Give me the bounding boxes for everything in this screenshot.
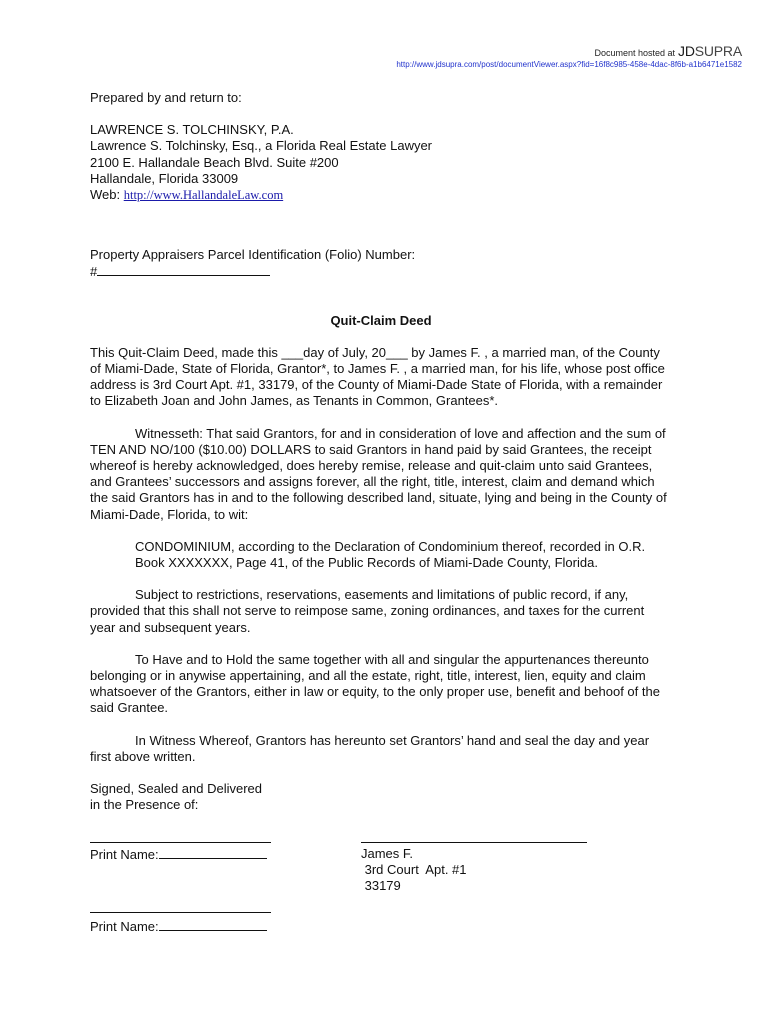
- witnesseth-paragraph: Witnesseth: That said Grantors, for and in consideration of love and affection and the sum of TEN AND NO/100 ($10.00) DOLLARS to said Grantors in hand paid by said Grantees, the receipt whereof is hereby acknowledged, does hereby remise, release and quit-claim unto said Grantees, and Grantees’ successors and assigns forever, all the right, title, interest, claim and demand which the said Grantors has in and to the following described land, situate, lying and being in the County of Miami-Dade, Florida, to wit:: [90, 425, 667, 522]
- attorney-name: Lawrence S. Tolchinsky, Esq., a Florida Real Estate Lawyer: [90, 138, 433, 154]
- legal-description: CONDOMINIUM, according to the Declaration of Condominium thereof, recorded in O.R. Book XXXXXXX, Page 41, of the Public Records of Miami-Dade County, Florida.: [135, 538, 646, 571]
- print-name-blank-2: [159, 918, 267, 931]
- signed-sealed-line: Signed, Sealed and Delivered: [90, 781, 263, 797]
- firm-name: LAWRENCE S. TOLCHINSKY, P.A.: [90, 122, 294, 138]
- print-name-row-2: [90, 918, 672, 934]
- grantor-name: James F.: [361, 845, 414, 861]
- document-url-link[interactable]: http://www.jdsupra.com/post/documentViewer.aspx?fid=16f8c985-458e-4dac-8f6b-a1b6471e1582: [396, 60, 742, 69]
- web-line: [90, 187, 672, 203]
- document-title: Quit-Claim Deed: [330, 312, 432, 328]
- print-name-label-1: Print Name:: [90, 846, 159, 862]
- prepared-heading: Prepared by and return to:: [90, 90, 242, 105]
- parcel-number-blank: [97, 263, 270, 276]
- subject-paragraph: Subject to restrictions, reservations, easements and limitations of public record, if any, provided that this shall not serve to reimpose same, zoning ordinances, and taxes for the current year and subsequent years.: [90, 587, 645, 635]
- grantor-address-row-1: [90, 862, 672, 878]
- grantor-address-row-2: [90, 878, 672, 894]
- witness-whereof-paragraph: In Witness Whereof, Grantors has hereunto set Grantors’ hand and seal the day and year first above written.: [90, 732, 650, 764]
- deed-document: [90, 90, 672, 934]
- website-link[interactable]: http://www.HallandaleLaw.com: [123, 188, 284, 203]
- witness-1-print-name: [90, 846, 267, 863]
- parcel-prefix: #: [90, 264, 98, 280]
- intro-paragraph: This Quit-Claim Deed, made this ___day of July, 20___ by James F. , a married man, of the County of Miami-Dade, State of Florida, Grantor*, to James F. , a married man, for his life, whose post office address is 3rd Court Apt. #1, 33179, of the County of Miami-Dade State of Florida, with a remainder to Elizabeth Joan and John James, as Tenants in Common, Grantees*.: [90, 344, 665, 409]
- presence-line: in the Presence of:: [90, 797, 199, 813]
- address-line-2: Hallandale, Florida 33009: [90, 170, 239, 186]
- witness-1-signature-line: [90, 842, 271, 843]
- web-label: Web:: [90, 187, 124, 203]
- grantor-address-line-1: 3rd Court Apt. #1: [361, 861, 467, 877]
- jdsupra-logo: JDSUPRA: [678, 43, 742, 59]
- witness-2-print-name: [90, 918, 267, 935]
- signature-lines-row: [90, 830, 672, 846]
- print-name-blank-1: [159, 846, 267, 859]
- address-line-1: 2100 E. Hallandale Beach Blvd. Suite #200: [90, 154, 339, 170]
- parcel-number-field: [90, 263, 672, 280]
- witness-2-signature-line: [90, 912, 271, 913]
- habendum-paragraph: To Have and to Hold the same together with all and singular the appurtenances thereunto belonging or in anywise appertaining, and all the estate, right, title, interest, lien, equity and claim whatsoever of the Grantors, either in law or equity, to the only proper use, benefit and behoof of the said Grantee.: [90, 651, 660, 716]
- grantor-signature-line: [361, 842, 587, 843]
- hosted-by-notice: [594, 44, 742, 58]
- print-name-label-2: Print Name:: [90, 918, 159, 934]
- parcel-label: Property Appraisers Parcel Identification (Folio) Number:: [90, 247, 416, 263]
- hosted-text: Document hosted at: [594, 48, 676, 58]
- print-name-row-1: [90, 846, 672, 862]
- grantor-address-line-2: 33179: [361, 877, 401, 893]
